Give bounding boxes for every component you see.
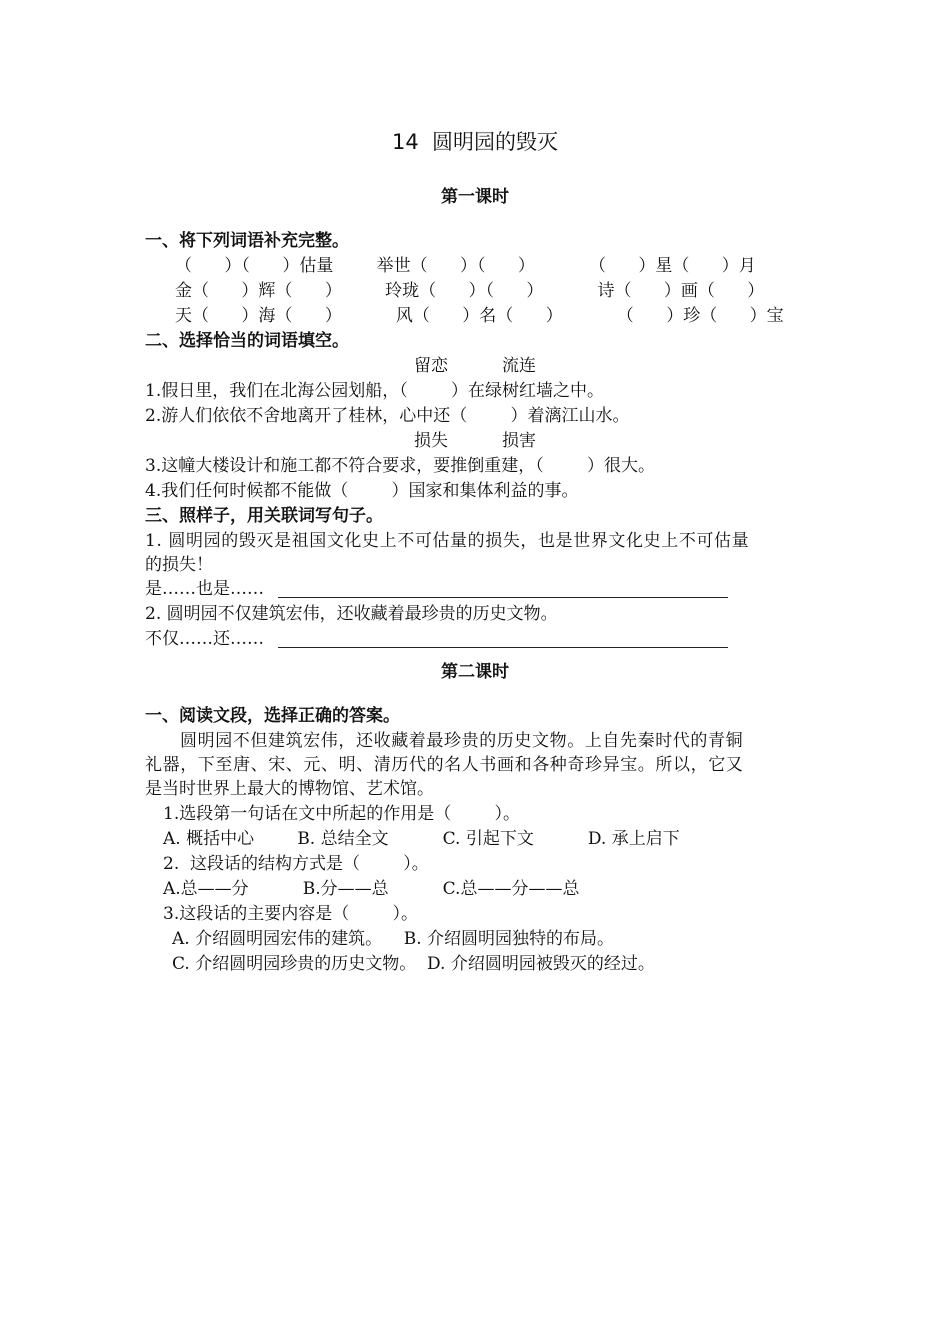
lesson2-heading: 第二课时 (441, 662, 509, 682)
question: 1.假日里，我们在北海公园划船，（ ）在绿树红墙之中。 (145, 381, 604, 401)
reading-passage-line: 圆明园不但建筑宏伟，还收藏着最珍贵的历史文物。上自先秦时代的青铜 (180, 731, 744, 751)
word-fill-row: （ ）（ ）估量 举世（ ）（ ） （ ）星（ ）月 (175, 256, 756, 276)
question: 4.我们任何时候都不能做（ ）国家和集体利益的事。 (145, 481, 579, 501)
question: 2.游人们依依不舍地离开了桂林，心中还（ ）着漓江山水。 (145, 406, 630, 426)
reading-passage-line: 礼器，下至唐、宋、元、明、清历代的名人书画和各种奇珍异宝。所以，它又 (145, 755, 744, 775)
word-fill-row: 天（ ）海（ ） 风（ ）名（ ） （ ）珍（ ）宝 (175, 306, 784, 326)
answer-options: A. 概括中心 B. 总结全文 C. 引起下文 D. 承上启下 (163, 829, 680, 849)
reading-section-heading: 一、阅读文段，选择正确的答案。 (145, 706, 400, 726)
answer-options: A.总——分 B.分——总 C.总——分——总 (163, 879, 580, 899)
pattern-label: 是……也是…… (145, 579, 264, 599)
pattern-label: 不仅……还…… (145, 629, 264, 649)
section1-heading: 一、将下列词语补充完整。 (145, 231, 349, 251)
section2-heading: 二、选择恰当的词语填空。 (145, 331, 349, 351)
question: 3.这段话的主要内容是（ ）。 (163, 904, 418, 924)
answer-options: C. 介绍圆明园珍贵的历史文物。 D. 介绍圆明园被毁灭的经过。 (172, 954, 655, 974)
word-fill-row: 金（ ）辉（ ） 玲珑（ ）（ ） 诗（ ）画（ ） (175, 281, 765, 301)
example-sentence: 2. 圆明园不仅建筑宏伟，还收藏着最珍贵的历史文物。 (145, 604, 558, 624)
question: 1.选段第一句话在文中所起的作用是（ ）。 (163, 804, 520, 824)
word-choice-pair: 留恋 流连 (413, 356, 537, 376)
lesson1-heading: 第一课时 (441, 187, 509, 207)
answer-line[interactable] (278, 647, 728, 648)
example-sentence: 1. 圆明园的毁灭是祖国文化史上不可估量的损失，也是世界文化史上不可估量 (145, 531, 750, 551)
answer-line[interactable] (278, 597, 728, 598)
example-sentence: 的损失！ (145, 555, 213, 575)
word-choice-pair: 损失 损害 (413, 431, 537, 451)
question: 2. 这段话的结构方式是（ ）。 (163, 854, 429, 874)
page-title: 14 圆明园的毁灭 (391, 130, 559, 154)
answer-options: A. 介绍圆明园宏伟的建筑。 B. 介绍圆明园独特的布局。 (172, 929, 614, 949)
section3-heading: 三、照样子，用关联词写句子。 (145, 506, 383, 526)
reading-passage-line: 是当时世界上最大的博物馆、艺术馆。 (145, 779, 434, 799)
question: 3.这幢大楼设计和施工都不符合要求，要推倒重建，（ ）很大。 (145, 456, 655, 476)
